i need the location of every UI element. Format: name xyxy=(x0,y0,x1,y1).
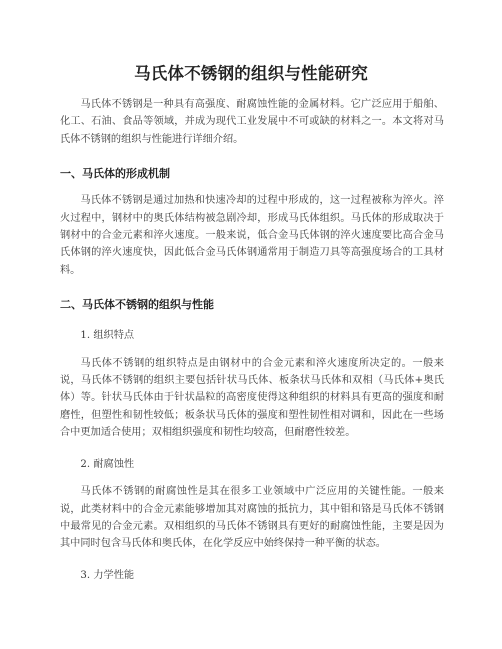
structure-paragraph: 马氏体不锈钢的组织特点是由钢材中的合金元素和淬火速度所决定的。一般来说，马氏体不锈钢的组织主要包括针状马氏体、板条状马氏体和双相（马氏体+奥氏体）等。针状马氏体由于针状晶粒的高密度使得这种组织的材料具有更高的强度和耐磨性，但塑性和韧性较低；板条状马氏体的强度和塑性韧性相对调和，因此在一些场合中更加适合使用；双相组织强度和韧性均较高，但耐磨性较差。 xyxy=(60,357,444,439)
intro-paragraph: 马氏体不锈钢是一种具有高强度、耐腐蚀性能的金属材料。它广泛应用于船舶、化工、石油、食品等领域，并成为现代工业发展中不可或缺的材料之一。本文将对马氏体不锈钢的组织与性能进行详细介绍。 xyxy=(60,99,444,145)
corrosion-paragraph: 马氏体不锈钢的耐腐蚀性是其在很多工业领域中广泛应用的关键性能。一般来说，此类材料中的合金元素能够增加其对腐蚀的抵抗力，其中钼和铬是马氏体不锈钢中最常见的合金元素。双相组织的马氏体不锈钢具有更好的耐腐蚀性能，主要是因为其中同时包含马氏体和奥氏体，在化学反应中始终保持一种平衡的状态。 xyxy=(60,486,444,550)
section-heading-formation: 一、马氏体的形成机制 xyxy=(60,167,170,181)
item-label-structure: 1. 组织特点 xyxy=(80,330,135,342)
document-body xyxy=(60,96,444,584)
item-label-corrosion: 2. 耐腐蚀性 xyxy=(80,458,135,470)
section-heading-structure-properties: 二、马氏体不锈钢的组织与性能 xyxy=(60,298,214,312)
document-title: 马氏体不锈钢的组织与性能研究 xyxy=(134,64,368,83)
formation-paragraph: 马氏体不锈钢是通过加热和快速冷却的过程中形成的，这一过程被称为淬火。淬火过程中，钢材中的奥氏体结构被急剧冷却，形成马氏体组织。马氏体的形成取决于钢材中的合金元素和淬火速度。一般来说，低合金马氏体钢的淬火速度要比高合金马氏体钢的淬火速度快，因此低合金马氏体钢通常用于制造刀具等高强度场合的工具材料。 xyxy=(60,195,444,276)
item-label-mechanical: 3. 力学性能 xyxy=(80,569,135,581)
